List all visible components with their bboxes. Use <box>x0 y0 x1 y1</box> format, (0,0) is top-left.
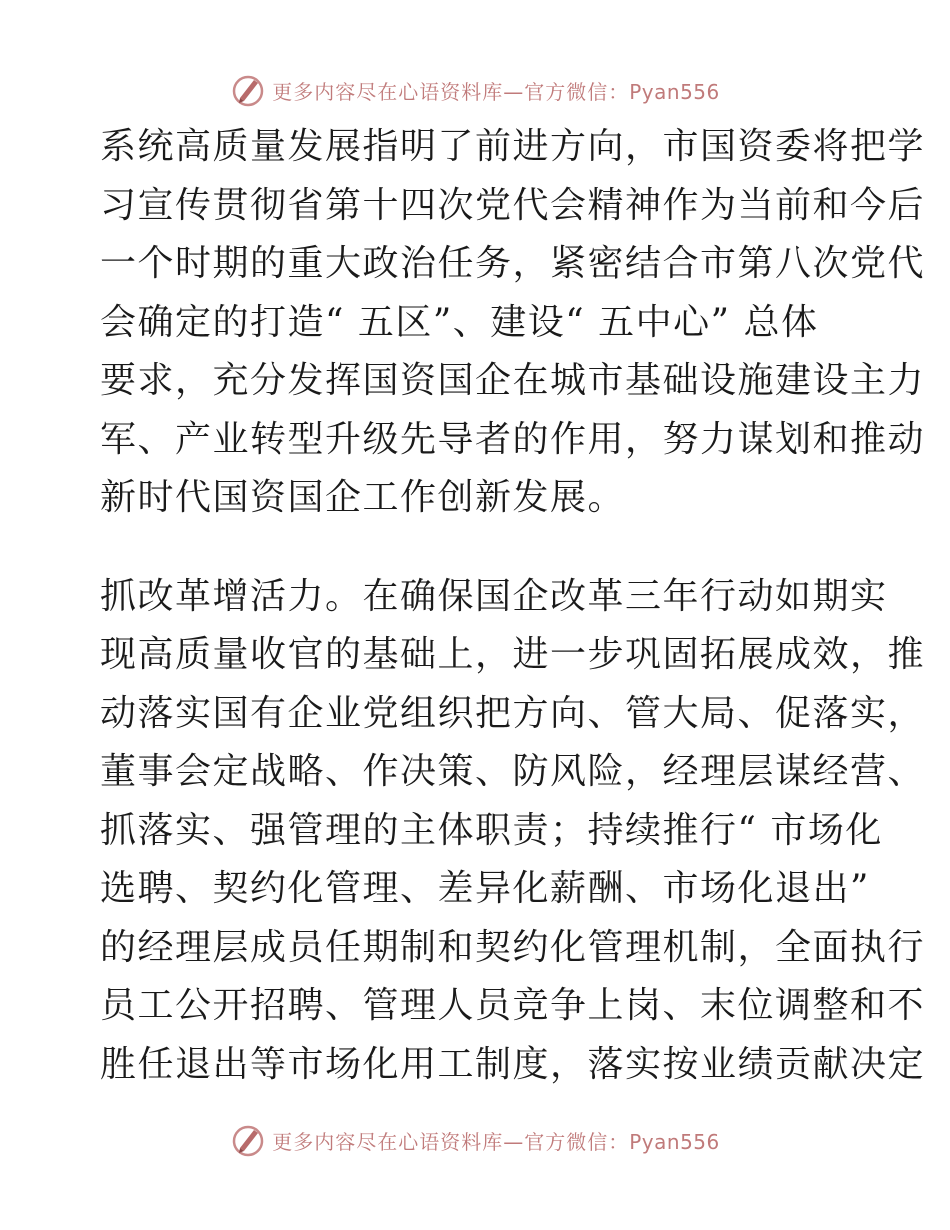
text-line: 的经理层成员任期制和契约化管理机制，全面执行 <box>100 926 926 968</box>
text-line: 习宣传贯彻省第十四次党代会精神作为当前和今后 <box>100 184 926 226</box>
text-line: 董事会定战略、作决策、防风险，经理层谋经营、 <box>100 751 926 792</box>
watermark-caption: 更多内容尽在心语资料库—官方微信： <box>272 1129 630 1154</box>
text-line: 新时代国资国企工作创新发展。 <box>100 477 626 518</box>
text-line: 员工公开招聘、管理人员竞争上岗、末位调整和不 <box>100 985 926 1026</box>
watermark-text <box>272 1126 720 1155</box>
text-line: 动落实国有企业党组织把方向、管大局、促落实， <box>100 692 926 734</box>
watermark-caption: 更多内容尽在心语资料库—官方微信： <box>272 79 630 104</box>
text-line: 军、产业转型升级先导者的作用，努力谋划和推动 <box>100 418 926 460</box>
text-line: 抓落实、强管理的主体职责；持续推行“ 市场化 <box>100 809 883 851</box>
pen-logo-icon <box>230 72 266 108</box>
watermark-wechat-id: Pyan556 <box>629 79 720 104</box>
text-line: 要求，充分发挥国资国企在城市基础设施建设主力 <box>100 360 926 401</box>
text-line: 一个时期的重大政治任务，紧密结合市第八次党代 <box>100 243 926 284</box>
text-line: 抓改革增活力。在确保国企改革三年行动如期实 <box>100 575 888 617</box>
pen-logo-icon <box>230 1122 266 1158</box>
text-line: 胜任退出等市场化用工制度，落实按业绩贡献决定 <box>100 1043 926 1085</box>
watermark-text <box>272 76 720 105</box>
paragraph-spacer <box>100 528 860 568</box>
text-line: 会确定的打造“ 五区”、建设“ 五中心” 总体 <box>100 301 819 343</box>
paragraph-1 <box>100 118 926 528</box>
header-watermark <box>0 70 950 110</box>
paragraph-2 <box>100 568 926 1095</box>
footer-watermark <box>0 1120 950 1160</box>
text-line: 选聘、契约化管理、差异化薪酬、市场化退出” <box>100 868 870 909</box>
text-line: 系统高质量发展指明了前进方向，市国资委将把学 <box>100 126 926 167</box>
document-body <box>100 118 926 1094</box>
text-line: 现高质量收官的基础上，进一步巩固拓展成效，推 <box>100 634 926 675</box>
watermark-wechat-id: Pyan556 <box>629 1129 720 1154</box>
